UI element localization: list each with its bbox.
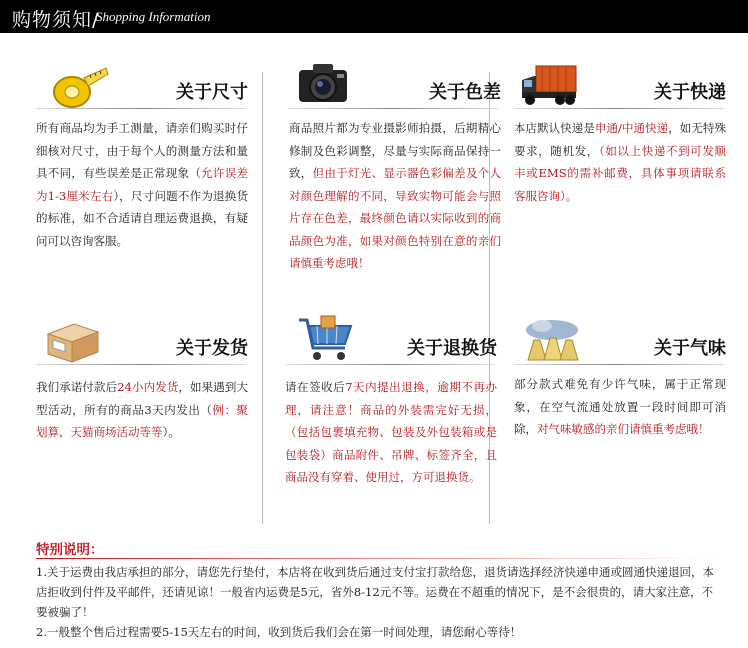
notes-list (36, 562, 720, 642)
body-text: ），尺寸问题不作为退换货的标准，如不合适请自理运费退换，有疑问可以咨询客服。 (36, 188, 248, 248)
card-returns (285, 314, 505, 514)
body-text: 本店默认快递是 (514, 121, 595, 135)
body-text-highlight: 例：聚划算，天猫商场活动等等 (36, 402, 249, 439)
tape-measure-icon (48, 64, 110, 114)
header-title-cn: 购物须知/ (12, 9, 100, 31)
bells-icon (522, 318, 582, 368)
card-rule (36, 108, 246, 109)
card-title: 关于气味 (654, 338, 726, 359)
body-text-highlight: 但由于灯光、显示器色彩偏差及个人对颜色理解的不同，导致实物可能会与照片存在色差，最终颜色请以实际收到的商品颜色为准，如果对颜色特别在意的亲们请慎重考虑哦！ (289, 166, 502, 270)
card-title: 关于快递 (654, 82, 726, 103)
body-text-highlight: 对气味敏感的亲们请慎重考虑哦！ (537, 422, 710, 436)
truck-icon (520, 64, 578, 110)
card-rule (514, 108, 724, 109)
camera-icon (297, 60, 349, 110)
card-rule (36, 364, 246, 365)
card-body (514, 373, 726, 441)
card-title: 关于色差 (429, 82, 501, 103)
card-rule (285, 364, 495, 365)
card-rule (514, 364, 724, 365)
card-body (36, 117, 248, 252)
card-body (289, 117, 501, 275)
card-title: 关于退换货 (407, 338, 497, 359)
body-text: 请在签收后 (285, 380, 346, 394)
card-odor (514, 314, 734, 464)
body-text: ）。 (162, 425, 180, 439)
card-color-difference (289, 58, 509, 298)
body-text: 部分款式难免有少许气味，属于正常现象，在空气流通处放置一段时间即可消除， (514, 377, 726, 436)
card-body (285, 376, 497, 489)
body-text-highlight: 允许误差为1-3厘米左右 (36, 166, 249, 203)
divider (262, 72, 263, 524)
body-text-highlight: （如以上快递不到可发顺丰或EMS的需补邮费，具体事项请联系客服咨询）。 (514, 143, 727, 203)
body-text-highlight: 7天内提出退换 (345, 380, 426, 394)
body-text: 所有商品均为手工测量，请亲们购买时仔细核对尺寸，由于每个人的测量方法和量具不同，有些误差是正常现象（ (36, 121, 248, 180)
card-title: 关于尺寸 (176, 82, 248, 103)
note-item: 2.一般整个售后过程需要5-15天左右的时间，收到货后我们会在第一时间处理，请您耐心等待！ (36, 625, 522, 639)
note-item: 1.关于运费由我店承担的部分，请您先行垫付，本店将在收到货后通过支付宝打款给您，退货请选择经济快递申通或圆通快递退回，本店拒收到付件及平邮件，还请见谅！一般省内运费是5元，省外8-12元不等。运费在不超重的情况下，是不会很贵的，请大家注意，不要被骗了！ (36, 565, 714, 619)
card-title: 关于发货 (176, 338, 248, 359)
body-text: ，如果遇到大型活动，所有的商品3天内发出（ (36, 380, 248, 417)
package-icon (44, 320, 100, 368)
body-text-highlight: 申通/中通快递 (594, 121, 669, 135)
card-shipping (36, 314, 256, 444)
card-body (36, 376, 248, 444)
body-text-highlight: 24小内发货 (117, 380, 179, 394)
body-text: 我们承诺付款后 (36, 380, 118, 394)
body-text: ，如无特殊要求，随机发， (514, 121, 726, 158)
notes-rule (36, 558, 716, 559)
body-text-highlight: ，逾期不再办理，请注意！商品的外装需完好无损，（包括包裹填充物、包装及外包装箱或是包装袋）商品附件、吊牌、标签齐全，且商品没有穿着、使用过，方可退换货。 (285, 380, 497, 484)
card-size (36, 58, 256, 248)
header-banner (0, 0, 748, 33)
notes-title: 特别说明： (36, 542, 104, 558)
shopping-cart-icon (297, 314, 355, 366)
header-title-en: Shopping Information (96, 9, 211, 24)
card-delivery (514, 58, 734, 218)
body-text: 商品照片都为专业摄影师拍摄，后期精心修制及色彩调整，尽量与实际商品保持一致， (289, 121, 501, 180)
card-body (514, 117, 726, 207)
card-rule (289, 108, 499, 109)
